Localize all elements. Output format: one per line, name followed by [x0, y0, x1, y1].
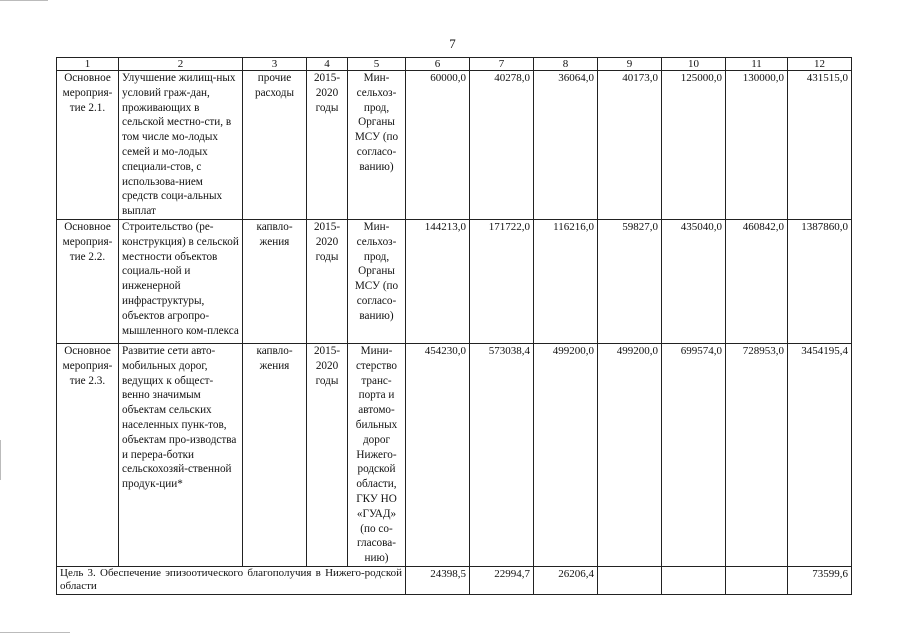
value-cell: 130000,0	[726, 71, 788, 220]
value-cell: 573038,4	[470, 343, 534, 566]
total-cell: 431515,0	[788, 71, 852, 220]
column-header-8: 8	[534, 58, 598, 71]
value-cell: 435040,0	[662, 219, 726, 343]
activity-description: Строительство (ре-конструкция) в сельской местности объектов социаль-ной и инженерной инфраструктуры, объектов агропро-мышленного ком-плекса	[119, 219, 243, 343]
value-cell: 59827,0	[598, 219, 662, 343]
column-header-7: 7	[470, 58, 534, 71]
column-header-3: 3	[243, 58, 307, 71]
scan-mark-top	[0, 0, 48, 1]
value-cell: 22994,7	[470, 566, 534, 594]
value-cell: 40278,0	[470, 71, 534, 220]
column-header-10: 10	[662, 58, 726, 71]
expense-type: капвло-жения	[243, 219, 307, 343]
table-row	[57, 71, 852, 220]
value-cell	[726, 566, 788, 594]
value-cell: 454230,0	[406, 343, 470, 566]
value-cell: 36064,0	[534, 71, 598, 220]
value-cell: 499200,0	[598, 343, 662, 566]
column-header-6: 6	[406, 58, 470, 71]
column-header-12: 12	[788, 58, 852, 71]
budget-table	[56, 57, 852, 595]
total-cell: 3454195,4	[788, 343, 852, 566]
column-header-9: 9	[598, 58, 662, 71]
goal-row	[57, 566, 852, 594]
value-cell: 116216,0	[534, 219, 598, 343]
activity-description: Улучшение жилищ-ных условий граж-дан, проживающих в сельской местно-сти, в том числе мо-лодых семей и мо-лодых специали-стов, с использова-нием средств соци-альных выплат	[119, 71, 243, 220]
column-header-5: 5	[348, 58, 406, 71]
period: 2015-2020 годы	[307, 343, 348, 566]
activity-name: Основное мероприя-тие 2.2.	[57, 219, 119, 343]
activity-name: Основное мероприя-тие 2.1.	[57, 71, 119, 220]
value-cell: 24398,5	[406, 566, 470, 594]
value-cell	[662, 566, 726, 594]
value-cell: 460842,0	[726, 219, 788, 343]
column-header-4: 4	[307, 58, 348, 71]
table-row	[57, 219, 852, 343]
value-cell: 40173,0	[598, 71, 662, 220]
header-row	[57, 58, 852, 71]
table-row	[57, 343, 852, 566]
column-header-11: 11	[726, 58, 788, 71]
expense-type: капвло-жения	[243, 343, 307, 566]
value-cell: 144213,0	[406, 219, 470, 343]
value-cell: 26206,4	[534, 566, 598, 594]
value-cell: 171722,0	[470, 219, 534, 343]
period: 2015-2020 годы	[307, 219, 348, 343]
executor: Мини-стерство транс-порта и автомо-бильных дорог Нижего-родской области, ГКУ НО «ГУАД» (по со-гласова-нию)	[348, 343, 406, 566]
period: 2015-2020 годы	[307, 71, 348, 220]
activity-description: Развитие сети авто-мобильных дорог, ведущих к общест-венно значимым объектам сельских населенных пунк-тов, объектам про-изводства и перера-ботки сельскохозяй-ственной продук-ции*	[119, 343, 243, 566]
value-cell: 60000,0	[406, 71, 470, 220]
page-number: 7	[449, 36, 456, 51]
value-cell: 699574,0	[662, 343, 726, 566]
value-cell: 125000,0	[662, 71, 726, 220]
activity-name: Основное мероприя-тие 2.3.	[57, 343, 119, 566]
expense-type: прочие расходы	[243, 71, 307, 220]
total-cell: 73599,6	[788, 566, 852, 594]
total-cell: 1387860,0	[788, 219, 852, 343]
value-cell: 499200,0	[534, 343, 598, 566]
goal-text: Цель 3. Обеспечение эпизоотического благополучия в Нижего-родской области	[57, 566, 406, 594]
scan-mark-left	[0, 440, 1, 480]
value-cell	[598, 566, 662, 594]
executor: Мин-сельхоз-прод, Органы МСУ (по согласо-ванию)	[348, 71, 406, 220]
scan-mark-bottom	[0, 632, 70, 633]
executor: Мин-сельхоз-прод, Органы МСУ (по согласо-ванию)	[348, 219, 406, 343]
value-cell: 728953,0	[726, 343, 788, 566]
column-header-1: 1	[57, 58, 119, 71]
column-header-2: 2	[119, 58, 243, 71]
